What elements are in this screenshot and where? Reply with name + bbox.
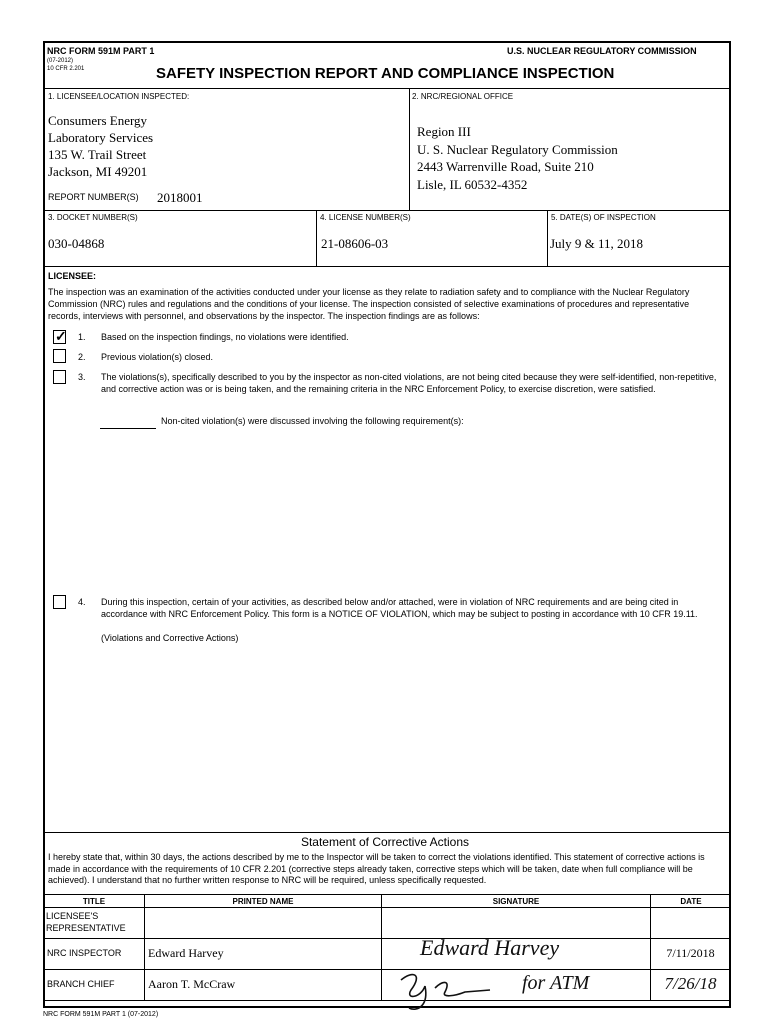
col-date: DATE bbox=[680, 897, 702, 906]
cfr-ref: 10 CFR 2.201 bbox=[47, 66, 85, 72]
dates-label: 5. DATE(S) OF INSPECTION bbox=[551, 213, 656, 222]
form-id: NRC FORM 591M PART 1 bbox=[47, 46, 155, 56]
finding-1-checkbox[interactable] bbox=[53, 330, 66, 344]
inspection-intro: The inspection was an examination of the activities conducted under your license as they relate to radiation safety and to compliance with the Nuclear Regulatory Commission (NRC) rules and regulations and the conditions of your license. The inspection consisted of selective examinations of procedures and representative records, interviews with personnel, and observations by the inspector. The inspection findings are as follows: bbox=[48, 287, 690, 321]
inspection-dates: July 9 & 11, 2018 bbox=[550, 236, 644, 251]
licensee-heading: LICENSEE: bbox=[48, 271, 97, 281]
violations-label: (Violations and Corrective Actions) bbox=[101, 633, 239, 643]
docket-label: 3. DOCKET NUMBER(S) bbox=[48, 213, 138, 222]
row-inspector-date: 7/11/2018 bbox=[666, 946, 715, 960]
finding-3-text: The violations(s), specifically described to you by the inspector as non-cited violations, are not being cited because they were self-identified, non-repetitive, and corrective action was or is being taken, and the remaining criteria in the NRC Enforcement Policy, to exercise discretion, were satisfied. bbox=[101, 372, 717, 394]
licensee-label: 1. LICENSEE/LOCATION INSPECTED: bbox=[48, 92, 190, 101]
finding-2-checkbox[interactable] bbox=[53, 349, 66, 363]
license-number: 21-08606-03 bbox=[321, 236, 389, 251]
agency-name: U.S. NUCLEAR REGULATORY COMMISSION bbox=[507, 46, 697, 56]
page-title: SAFETY INSPECTION REPORT AND COMPLIANCE INSPECTION bbox=[156, 65, 615, 82]
row-chief-title: BRANCH CHIEF bbox=[47, 979, 115, 989]
corrective-text: I hereby state that, within 30 days, the actions described by me to the Inspector will be taken to correct the violations identified. This statement of corrective actions is made in accordance with the requirements of 10 CFR 2.201 (corrective steps already taken, corrective steps which will be taken, date when full compliance will be achieved). I understand that no further written response to NRC will be required, unless specifically requested. bbox=[48, 852, 705, 885]
row-inspector-name: Edward Harvey bbox=[148, 946, 224, 960]
non-cited-text: Non-cited violation(s) were discussed involving the following requirement(s): bbox=[161, 416, 464, 426]
report-number: 2018001 bbox=[157, 190, 203, 205]
check-icon: ✓ bbox=[55, 328, 67, 344]
finding-4-text: During this inspection, certain of your activities, as described below and/or attached, were in violation of NRC requirements and are being cited in accordance with NRC Enforcement Policy. This form is a NOTICE OF VIOLATION, which may be subject to posting in accordance with 10 CFR 19.11. bbox=[101, 597, 698, 619]
finding-2-text: Previous violation(s) closed. bbox=[101, 352, 214, 362]
licensee-address: Consumers Energy Laboratory Services 135 W. Trail Street Jackson, MI 49201 bbox=[48, 113, 154, 179]
finding-4-checkbox[interactable] bbox=[53, 595, 66, 609]
row-inspector-title: NRC INSPECTOR bbox=[47, 948, 122, 958]
footer: NRC FORM 591M PART 1 (07-2012) bbox=[43, 1011, 159, 1018]
finding-3-number: 3. bbox=[78, 372, 86, 382]
finding-2-number: 2. bbox=[78, 352, 86, 362]
chief-signature-scribble bbox=[395, 968, 505, 1014]
license-label: 4. LICENSE NUMBER(S) bbox=[320, 213, 411, 222]
row-chief-name: Aaron T. McCraw bbox=[148, 977, 236, 991]
region-address: Region III U. S. Nuclear Regulatory Commission 2443 Warrenville Road, Suite 210 Lisle, IL 60532-4352 bbox=[417, 124, 618, 192]
region-label: 2. NRC/REGIONAL OFFICE bbox=[412, 92, 514, 101]
form-date: (07-2012) bbox=[47, 58, 74, 64]
report-number-label: REPORT NUMBER(S) bbox=[48, 192, 139, 202]
inspector-signature: Edward Harvey bbox=[420, 935, 560, 960]
corrective-heading: Statement of Corrective Actions bbox=[300, 835, 470, 849]
col-title: TITLE bbox=[82, 897, 106, 906]
row-chief-date: 7/26/18 bbox=[664, 974, 717, 993]
chief-signature-note: for ATM bbox=[522, 972, 590, 994]
finding-4-number: 4. bbox=[78, 597, 86, 607]
finding-1-text: Based on the inspection findings, no violations were identified. bbox=[101, 332, 349, 342]
finding-3-checkbox[interactable] bbox=[53, 370, 66, 384]
docket-number: 030-04868 bbox=[48, 236, 105, 251]
col-signature: SIGNATURE bbox=[492, 897, 540, 906]
row-licensee-title: LICENSEE'S REPRESENTATIVE bbox=[46, 911, 126, 933]
finding-1-number: 1. bbox=[78, 332, 86, 342]
col-printed-name: PRINTED NAME bbox=[232, 897, 294, 906]
